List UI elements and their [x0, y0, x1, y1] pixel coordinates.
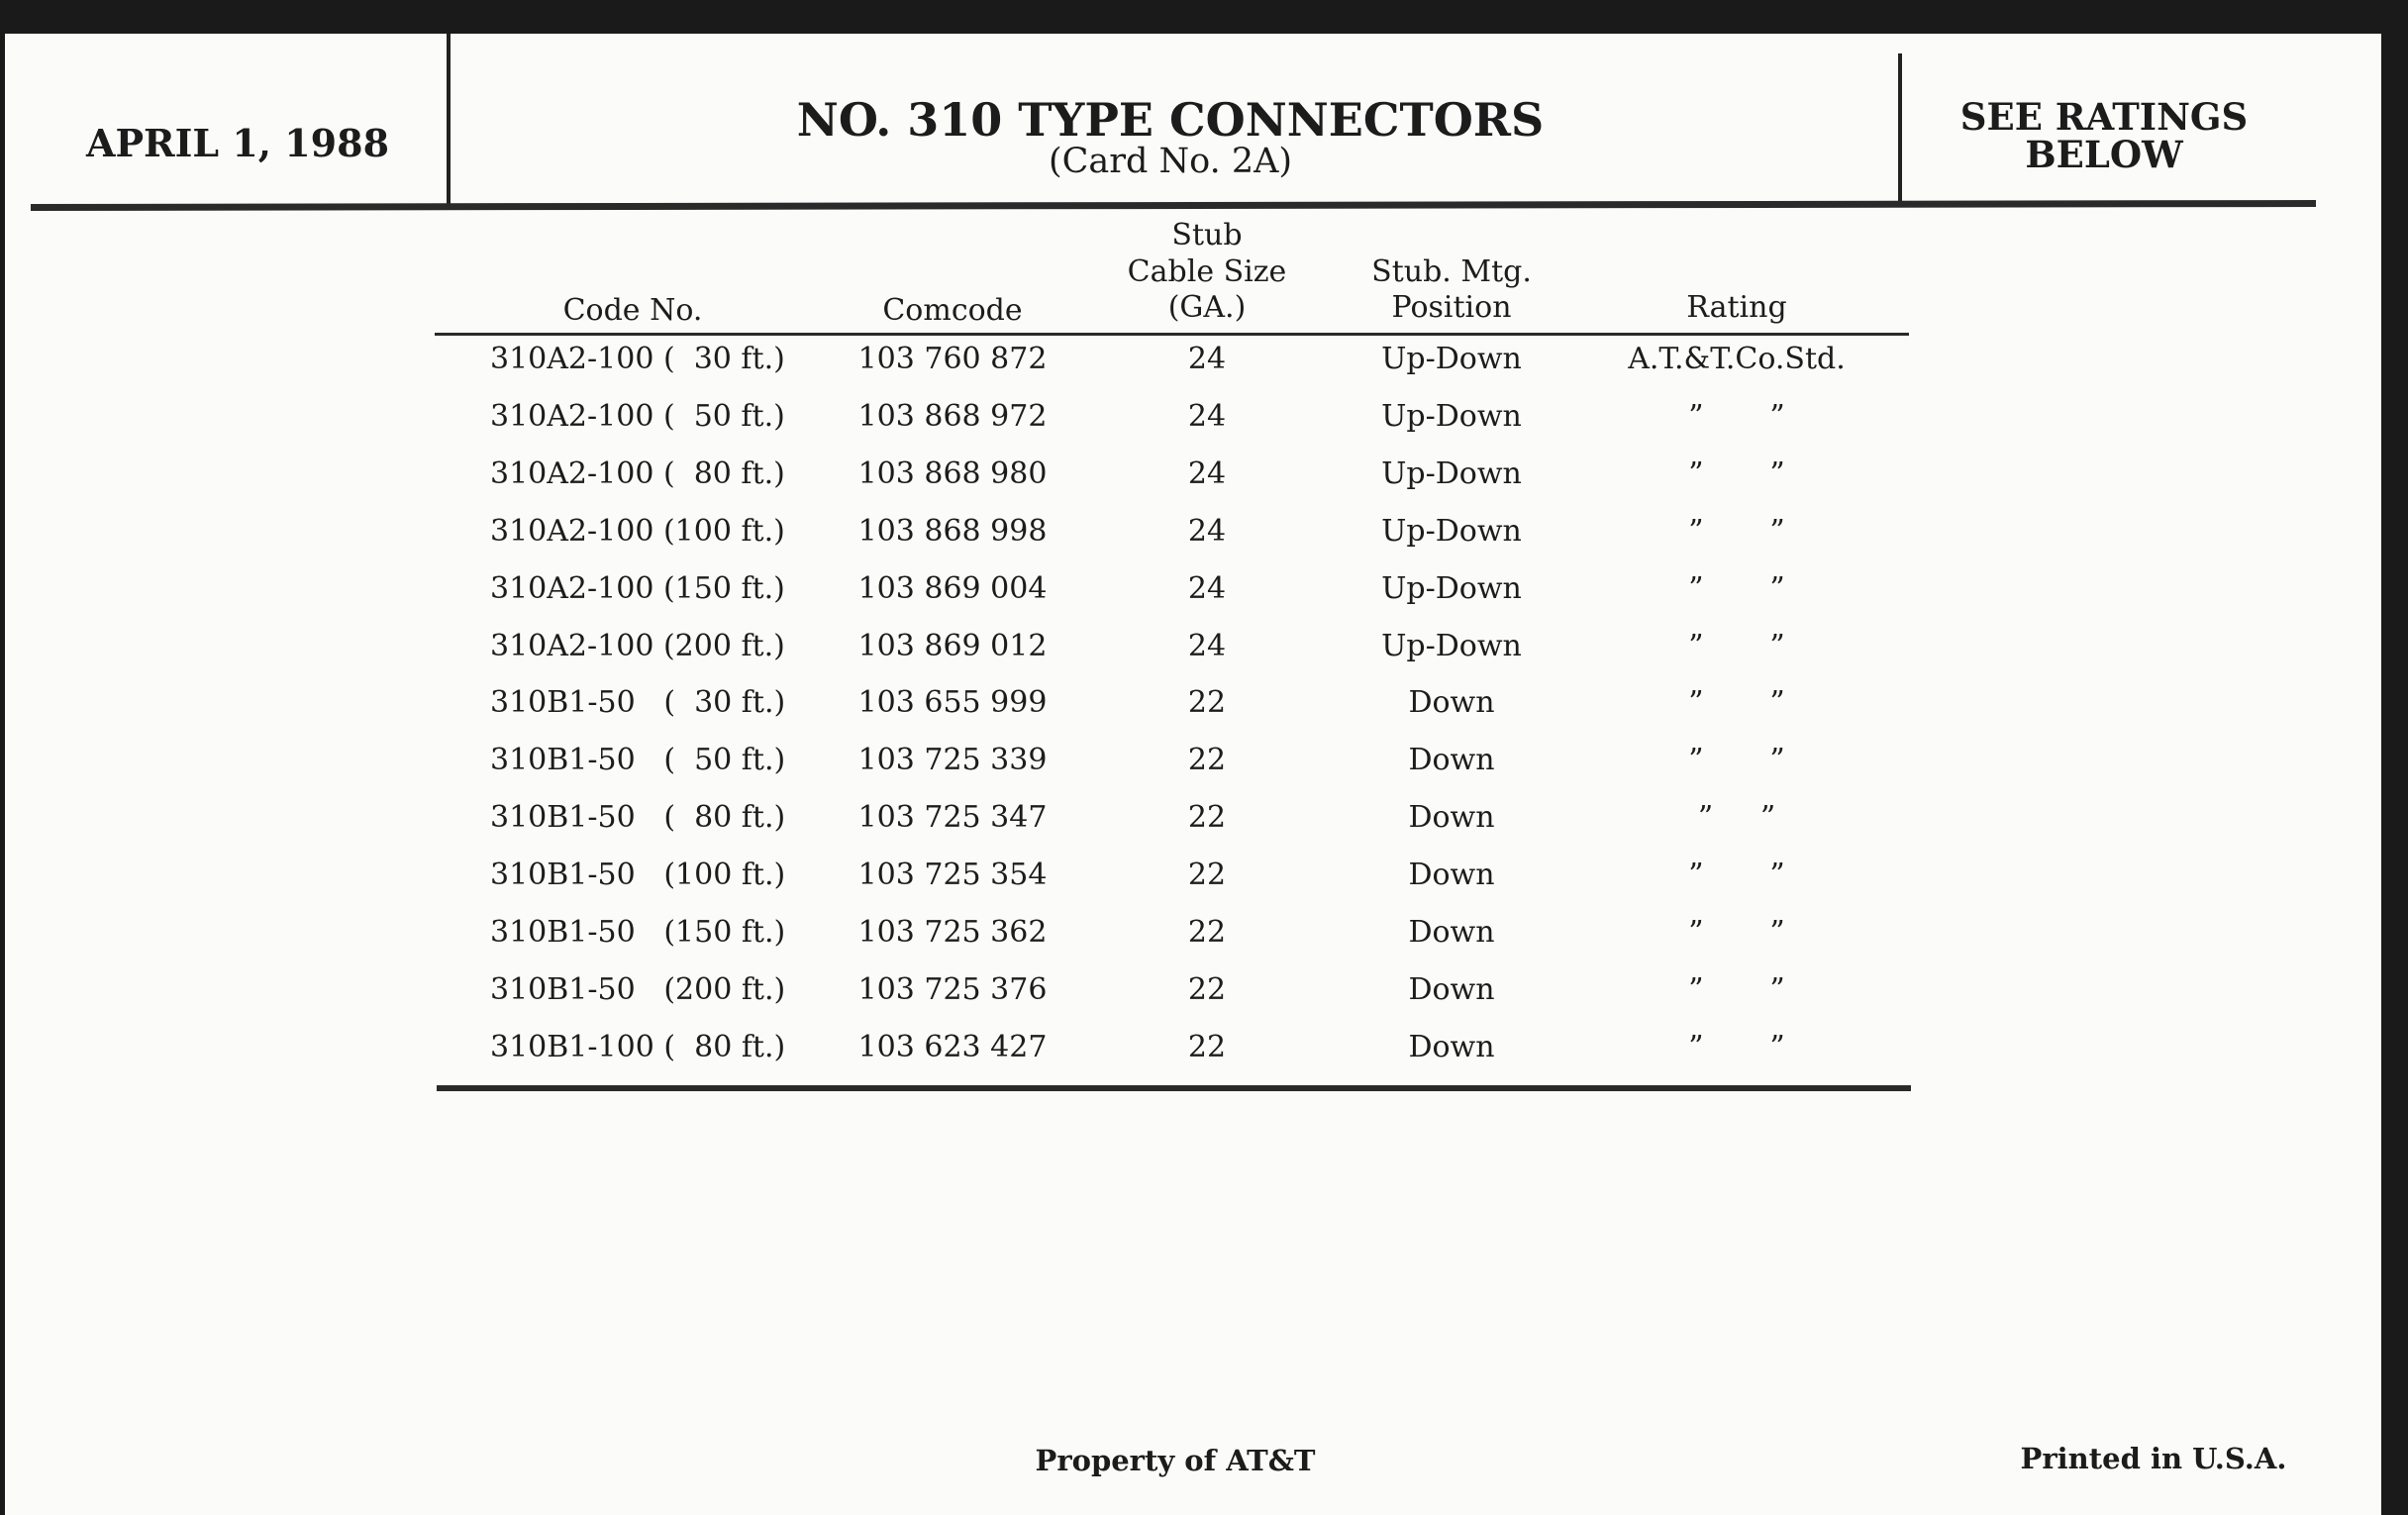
cell-gauge: 22 — [1187, 858, 1227, 893]
cell-code: 310A2-100 ( 80 ft.) — [490, 455, 785, 491]
cell-comcode: 103 725 376 — [857, 971, 1048, 1007]
cell-gauge: 22 — [1187, 971, 1227, 1007]
col-header-position-line1: Stub. Mtg. — [1371, 254, 1532, 289]
table-row — [0, 685, 2408, 743]
cell-rating: ” ” — [1688, 915, 1785, 950]
table-row — [0, 399, 2408, 456]
ratings-note-line2: BELOW — [2025, 133, 2183, 176]
cell-code: 310A2-100 (100 ft.) — [490, 513, 785, 549]
cell-rating: ” ” — [1697, 800, 1776, 836]
cell-gauge: 24 — [1187, 342, 1227, 376]
cell-gauge: 24 — [1187, 455, 1227, 491]
cell-position: Down — [1408, 915, 1495, 950]
cell-gauge: 24 — [1187, 398, 1227, 434]
table-row — [0, 514, 2408, 571]
cell-comcode: 103 725 339 — [857, 743, 1048, 778]
col-header-comcode: Comcode — [882, 293, 1023, 328]
cell-rating: A.T.&T.Co.Std. — [1628, 342, 1846, 376]
cell-comcode: 103 869 004 — [857, 570, 1048, 606]
cell-comcode: 103 623 427 — [857, 1029, 1048, 1064]
table-header-rule — [435, 333, 1909, 336]
cell-rating: ” ” — [1688, 1029, 1785, 1064]
cell-comcode: 103 868 972 — [857, 398, 1048, 434]
cell-rating: ” ” — [1688, 570, 1785, 606]
cell-position: Up-Down — [1381, 628, 1522, 663]
col-header-code: Code No. — [562, 293, 703, 328]
table-bottom-rule — [437, 1085, 1911, 1091]
cell-code: 310B1-50 ( 80 ft.) — [490, 800, 786, 836]
footer-printed: Printed in U.S.A. — [2020, 1442, 2287, 1475]
cell-code: 310B1-50 (100 ft.) — [490, 858, 786, 893]
cell-comcode: 103 760 872 — [857, 342, 1048, 376]
cell-position: Down — [1408, 800, 1495, 836]
cell-comcode: 103 725 347 — [857, 800, 1048, 836]
cell-rating: ” ” — [1688, 513, 1785, 549]
cell-code: 310B1-50 ( 50 ft.) — [490, 743, 786, 778]
divider-right — [1898, 53, 1902, 202]
cell-position: Down — [1408, 858, 1495, 893]
cell-code: 310B1-50 (150 ft.) — [490, 915, 786, 950]
cell-position: Down — [1408, 971, 1495, 1007]
cell-gauge: 24 — [1187, 513, 1227, 549]
card-date: APRIL 1, 1988 — [85, 121, 390, 165]
table-row — [0, 456, 2408, 514]
cell-rating: ” ” — [1688, 398, 1785, 434]
cell-comcode: 103 655 999 — [857, 685, 1048, 721]
ratings-note-line1: SEE RATINGS — [1959, 95, 2249, 139]
cell-rating: ” ” — [1688, 743, 1785, 778]
cell-position: Up-Down — [1381, 455, 1522, 491]
cell-rating: ” ” — [1688, 971, 1785, 1007]
col-header-position-line2: Position — [1391, 290, 1512, 325]
cell-rating: ” ” — [1688, 858, 1785, 893]
cell-comcode: 103 868 998 — [857, 513, 1048, 549]
cell-rating: ” ” — [1688, 685, 1785, 721]
cell-rating: ” ” — [1688, 628, 1785, 663]
cell-code: 310A2-100 ( 50 ft.) — [490, 398, 785, 434]
cell-gauge: 22 — [1187, 685, 1227, 721]
cell-position: Up-Down — [1381, 342, 1522, 376]
card-subtitle: (Card No. 2A) — [1048, 142, 1293, 181]
cell-code: 310B1-50 (200 ft.) — [490, 971, 786, 1007]
table-row — [0, 629, 2408, 686]
col-header-rating: Rating — [1686, 290, 1787, 325]
cell-code: 310A2-100 (200 ft.) — [490, 628, 785, 663]
cell-comcode: 103 725 362 — [857, 915, 1048, 950]
cell-code: 310A2-100 ( 30 ft.) — [490, 342, 785, 376]
cell-position: Up-Down — [1381, 398, 1522, 434]
cell-gauge: 22 — [1187, 743, 1227, 778]
cell-position: Down — [1408, 743, 1495, 778]
cell-comcode: 103 868 980 — [857, 455, 1048, 491]
table-row — [0, 800, 2408, 858]
cell-gauge: 22 — [1187, 915, 1227, 950]
cell-code: 310B1-100 ( 80 ft.) — [490, 1029, 786, 1064]
cell-gauge: 22 — [1187, 800, 1227, 836]
table-row — [0, 915, 2408, 972]
cell-code: 310B1-50 ( 30 ft.) — [490, 685, 786, 721]
table-row — [0, 342, 2408, 399]
cell-position: Down — [1408, 1029, 1495, 1064]
cell-gauge: 24 — [1187, 628, 1227, 663]
cell-rating: ” ” — [1688, 455, 1785, 491]
cell-code: 310A2-100 (150 ft.) — [490, 570, 785, 606]
cell-position: Down — [1408, 685, 1495, 721]
footer-property: Property of AT&T — [1035, 1444, 1316, 1477]
cell-position: Up-Down — [1381, 570, 1522, 606]
cell-gauge: 22 — [1187, 1029, 1227, 1064]
table-row — [0, 743, 2408, 800]
cell-gauge: 24 — [1187, 570, 1227, 606]
divider-left — [447, 34, 451, 208]
table-row — [0, 972, 2408, 1030]
table-row — [0, 858, 2408, 915]
cell-comcode: 103 725 354 — [857, 858, 1048, 893]
cell-position: Up-Down — [1381, 513, 1522, 549]
table-row — [0, 1030, 2408, 1087]
table-row — [0, 571, 2408, 629]
col-header-stub-line2: Cable Size — [1127, 254, 1287, 289]
col-header-stub-line3: (GA.) — [1167, 290, 1247, 325]
col-header-stub-line1: Stub — [1171, 218, 1243, 252]
card-title: NO. 310 TYPE CONNECTORS — [796, 93, 1545, 147]
cell-comcode: 103 869 012 — [857, 628, 1048, 663]
